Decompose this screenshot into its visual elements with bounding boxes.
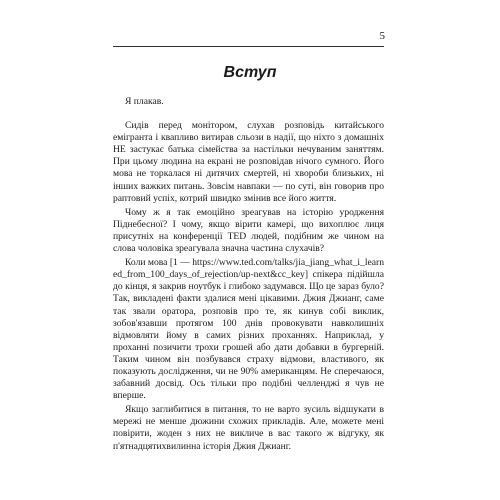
paragraph-4-lead: Коли мова [1 — xyxy=(125,257,193,269)
paragraph-5: Якщо заглибитися в питання, то не варто зусиль відшукати в мережі не менше дюжини схожих прикладів. Але, можете мені повірити, жоден з них не викличе в вас такого ж відгуку, як п'ятнадцятихвилинна історія Джия Джианг. xyxy=(113,404,384,452)
page-number: 5 xyxy=(379,30,385,42)
header-rule xyxy=(113,46,384,47)
body-text xyxy=(113,96,384,453)
paragraph-1: Я плакав. xyxy=(125,96,164,107)
chapter-title: Вступ xyxy=(223,64,277,81)
paragraph-3: Чому ж я так емоційно зреагував на історію уродження Піднебесної? І чому, якщо вірити камері, що вихоплює лиця присутніх на конференції TED людей, подібним же чином на слова чоловіка зреагувала значна частина слухачів? xyxy=(113,206,384,255)
paragraph-4 xyxy=(113,257,384,402)
footnote-url[interactable]: https://www.ted.com/talks/jia_jiang_what_i_learned_from_100_days_of_rejection/up-next&cc_key] xyxy=(113,257,384,281)
paragraph-2: Сидів перед монітором, слухав розповідь китайського емігранта і квапливо витирав сльози в надії, що ніхто з домашніх НЕ застукає батька сімейства за настільки нечуваним заняттям. При цьому людина на екрані не розповідав нічого сумного. Його мова не торкалася ні дитячих смертей, ні хвороби близьких, ні інших важких питань. Зовсім навпаки — по суті, він говорив про раптовий успіх, котрий швидко змінив все його життя. xyxy=(113,120,384,204)
paragraph-4-rest: спікера підійшла до кінця, я закрив ноутбук і глибоко задумався. Що це зараз було? Так, викладені факти здалися мені цікавими. Джия Джианг, саме так звали оратора, розповів про те, як кинув собі виклик, зобов'язавши протягом 100 днів провокувати навколишніх відмовляти йому в самих різних проханнях. Наприклад, у проханні позичити трохи грошей або дати добавки в бургерній. Таким чином він позбувався страху відмови, властивого, як показують дослідження, чи не 90% американцям. Не сперечаюся, забавний досвід. Ось тільки про подібні челленджі я чув не вперше. xyxy=(113,269,384,402)
